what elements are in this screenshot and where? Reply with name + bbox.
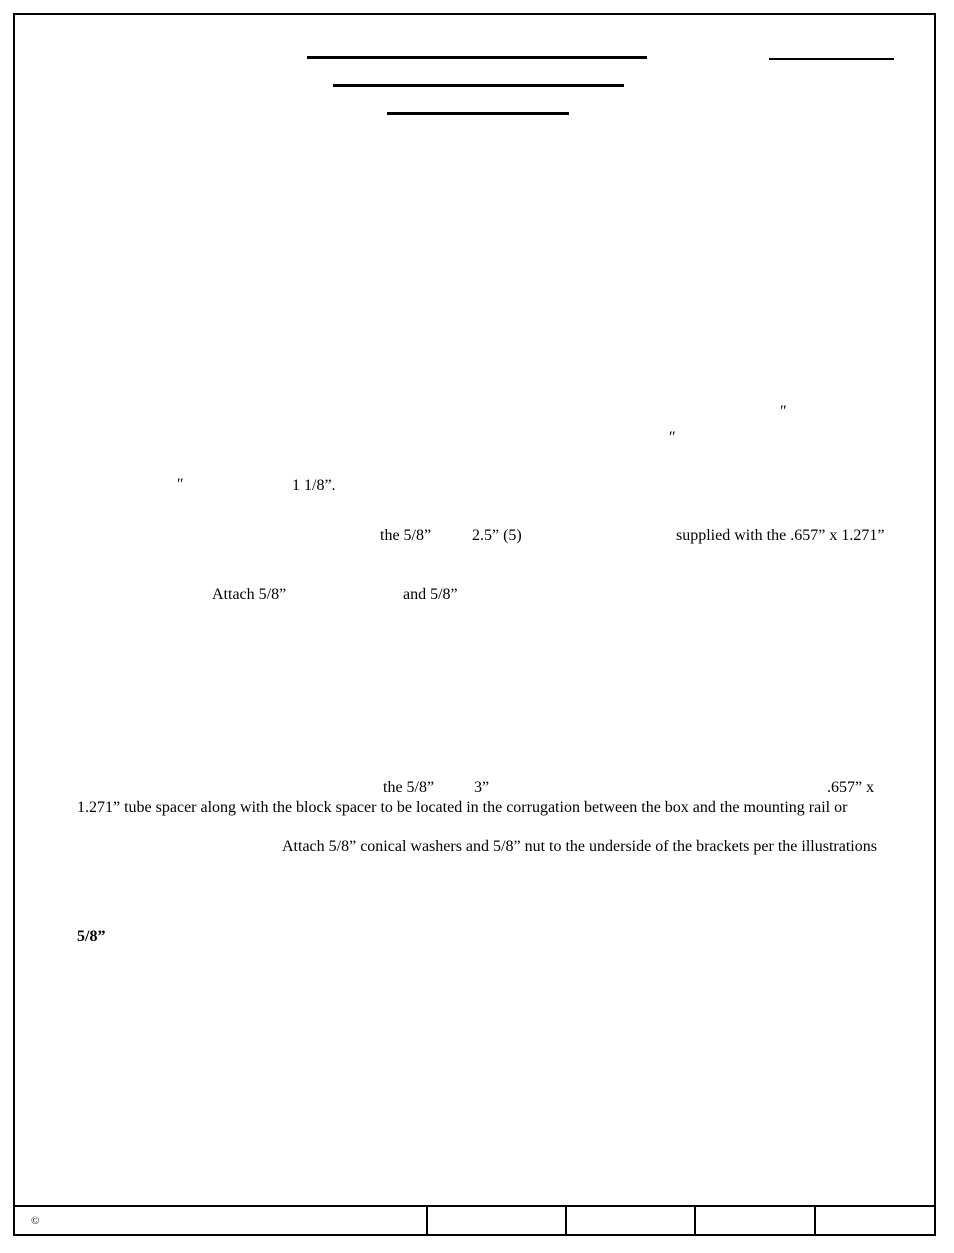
footer-divider-2 xyxy=(565,1207,567,1236)
step-a-fragment-2: 2.5” (5) xyxy=(472,527,522,544)
title-rule-1 xyxy=(307,56,647,59)
step-b-fragment-1: Attach 5/8” xyxy=(212,586,287,603)
step-c-fragment-1: the 5/8” xyxy=(383,779,435,796)
title-rule-3 xyxy=(387,112,569,115)
page-border xyxy=(13,13,936,1236)
bold-note: 5/8” xyxy=(77,928,106,945)
footer-divider-1 xyxy=(426,1207,428,1236)
copyright-symbol: © xyxy=(31,1215,40,1227)
doc-number-rule xyxy=(769,58,894,60)
inch-mark-1: ″ xyxy=(780,403,787,420)
dimension-1-1-8: 1 1/8”. xyxy=(292,477,336,494)
inch-mark-3: ″ xyxy=(177,476,184,493)
step-c-line-2: 1.271” tube spacer along with the block spacer to be located in the corrugation between the box and the mounting rail or xyxy=(77,799,848,816)
step-a-fragment-3: supplied with the .657” x 1.271” xyxy=(676,527,885,544)
footer-title-block xyxy=(15,1205,934,1234)
footer-divider-4 xyxy=(814,1207,816,1236)
step-a-fragment-1: the 5/8” xyxy=(380,527,432,544)
step-c-line-3: Attach 5/8” conical washers and 5/8” nut to the underside of the brackets per the illustrations xyxy=(282,838,877,855)
footer-divider-3 xyxy=(694,1207,696,1236)
title-rule-2 xyxy=(333,84,624,87)
step-b-fragment-2: and 5/8” xyxy=(403,586,458,603)
step-c-fragment-2: 3” xyxy=(474,779,490,796)
inch-mark-2: ″ xyxy=(669,429,676,446)
step-c-fragment-3: .657” x xyxy=(827,779,875,796)
